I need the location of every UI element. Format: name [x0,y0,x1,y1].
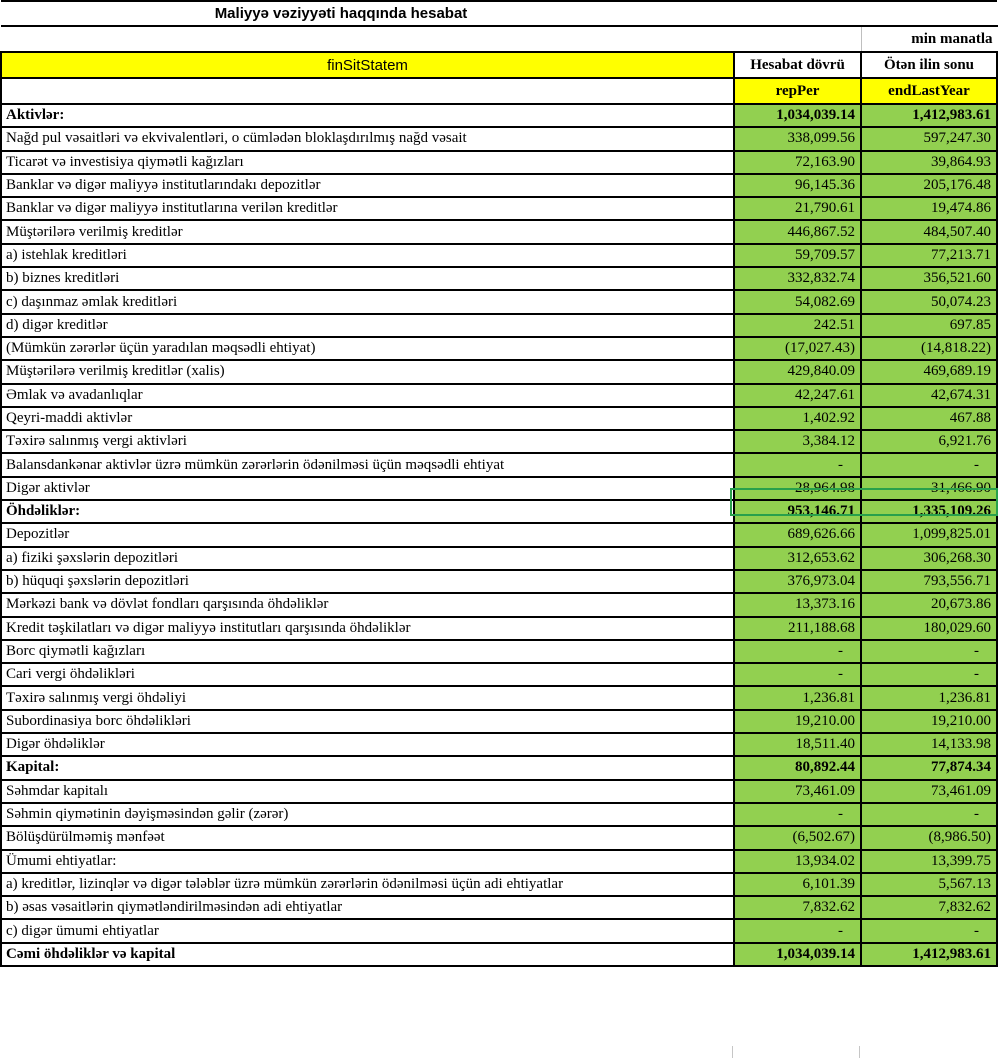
endLastYear-cell[interactable]: 180,029.60 [861,617,997,640]
endLastYear-cell[interactable]: 1,335,109.26 [861,500,997,523]
repPer-cell[interactable]: 21,790.61 [734,197,861,220]
row-label-cell[interactable]: b) hüquqi şəxslərin depozitləri [1,570,734,593]
title-row [1,1,997,26]
header-reporting-period[interactable]: Hesabat dövrü [734,52,861,78]
report-title-cell[interactable] [1,1,997,26]
endLastYear-cell[interactable]: 1,099,825.01 [861,523,997,546]
row-label-cell[interactable]: b) biznes kreditləri [1,267,734,290]
table-body [1,104,997,966]
row-label-cell[interactable]: c) daşınmaz əmlak kreditləri [1,290,734,313]
row-label-cell[interactable]: Əmlak və avadanlıqlar [1,384,734,407]
table-row [1,267,997,290]
endLastYear-cell[interactable]: 205,176.48 [861,174,997,197]
repPer-cell[interactable]: 242.51 [734,314,861,337]
table-row [1,756,997,779]
repPer-cell[interactable]: 338,099.56 [734,127,861,150]
endLastYear-cell[interactable]: 469,689.19 [861,360,997,383]
repPer-cell[interactable]: 72,163.90 [734,151,861,174]
table-row [1,453,997,476]
repPer-cell[interactable]: 42,247.61 [734,384,861,407]
gridline-stub [859,1046,860,1058]
table-row [1,710,997,733]
table-row [1,151,997,174]
repPer-cell[interactable]: 376,973.04 [734,570,861,593]
repPer-cell[interactable]: (17,027.43) [734,337,861,360]
row-label-cell[interactable]: Müştərilərə verilmiş kreditlər (xalis) [1,360,734,383]
table-row [1,826,997,849]
repPer-cell[interactable]: 73,461.09 [734,780,861,803]
table-row [1,523,997,546]
repPer-cell[interactable]: 96,145.36 [734,174,861,197]
table-row [1,104,997,127]
table-row [1,780,997,803]
endLastYear-cell[interactable]: - [861,919,997,942]
gridline-stub [732,1046,733,1058]
unit-note: min manatla [911,30,993,47]
row-label-cell[interactable]: Borc qiymətli kağızları [1,640,734,663]
row-label-cell[interactable]: Qeyri-maddi aktivlər [1,407,734,430]
row-label-cell[interactable]: Kapital: [1,756,734,779]
repPer-cell[interactable]: 13,934.02 [734,850,861,873]
row-label-cell[interactable]: Mərkəzi bank və dövlət fondları qarşısında öhdəliklər [1,593,734,616]
header-row [1,52,997,78]
row-label-cell[interactable]: Cari vergi öhdəlikləri [1,663,734,686]
endLastYear-cell[interactable]: 77,213.71 [861,244,997,267]
repPer-cell[interactable]: 18,511.40 [734,733,861,756]
table-row [1,873,997,896]
row-label-cell[interactable]: Balansdankənar aktivlər üzrə mümkün zərərlərin ödənilməsi üçün məqsədli ehtiyat [1,453,734,476]
repPer-cell[interactable]: - [734,919,861,942]
repPer-cell[interactable]: - [734,663,861,686]
repPer-cell[interactable]: - [734,803,861,826]
repPer-cell[interactable]: 6,101.39 [734,873,861,896]
table-row [1,407,997,430]
endLastYear-cell[interactable]: - [861,640,997,663]
table-row [1,360,997,383]
table-row [1,919,997,942]
repPer-cell[interactable]: 3,384.12 [734,430,861,453]
endLastYear-cell[interactable]: 73,461.09 [861,780,997,803]
header-finSitStatem[interactable]: finSitStatem [1,52,734,78]
repPer-cell[interactable]: 59,709.57 [734,244,861,267]
endLastYear-cell[interactable]: 42,674.31 [861,384,997,407]
repPer-cell[interactable]: 1,236.81 [734,686,861,709]
table-row [1,943,997,966]
row-label-cell[interactable]: Digər öhdəliklər [1,733,734,756]
repPer-cell[interactable]: (6,502.67) [734,826,861,849]
endLastYear-cell[interactable]: 484,507.40 [861,220,997,243]
table-row [1,174,997,197]
subheader-row [1,78,997,104]
header-end-of-last-year[interactable]: Ötən ilin sonu [861,52,997,78]
empty-cell[interactable] [1,26,734,52]
subheader-repPer[interactable]: repPer [734,78,861,104]
table-row [1,593,997,616]
repPer-cell[interactable]: 689,626.66 [734,523,861,546]
endLastYear-cell[interactable]: (14,818.22) [861,337,997,360]
endLastYear-cell[interactable]: 597,247.30 [861,127,997,150]
endLastYear-cell[interactable]: - [861,803,997,826]
row-label-cell[interactable]: Depozitlər [1,523,734,546]
row-label-cell[interactable]: a) fiziki şəxslərin depozitləri [1,547,734,570]
endLastYear-cell[interactable]: 356,521.60 [861,267,997,290]
endLastYear-cell[interactable]: 14,133.98 [861,733,997,756]
row-label-cell[interactable]: Bölüşdürülməmiş mənfəət [1,826,734,849]
endLastYear-cell[interactable]: 793,556.71 [861,570,997,593]
row-label-cell[interactable]: d) digər kreditlər [1,314,734,337]
table-row [1,197,997,220]
row-label-cell[interactable]: c) digər ümumi ehtiyatlar [1,919,734,942]
row-label-cell[interactable]: Öhdəliklər: [1,500,734,523]
row-label-cell[interactable]: Nağd pul vəsaitləri və ekvivalentləri, o cümlədən bloklaşdırılmış nağd vəsait [1,127,734,150]
table-row [1,686,997,709]
endLastYear-cell[interactable]: - [861,663,997,686]
endLastYear-cell[interactable]: 20,673.86 [861,593,997,616]
endLastYear-cell[interactable]: 7,832.62 [861,896,997,919]
endLastYear-cell[interactable]: - [861,453,997,476]
row-label-cell[interactable]: Səhmdar kapitalı [1,780,734,803]
row-label-cell[interactable]: Aktivlər: [1,104,734,127]
table-row [1,570,997,593]
table-row [1,220,997,243]
table-row [1,244,997,267]
table-row [1,547,997,570]
repPer-cell[interactable]: 80,892.44 [734,756,861,779]
repPer-cell[interactable]: 211,188.68 [734,617,861,640]
empty-cell[interactable] [1,78,734,104]
endLastYear-cell[interactable]: 6,921.76 [861,430,997,453]
row-label-cell[interactable]: Səhmin qiymətinin dəyişməsindən gəlir (zərər) [1,803,734,826]
table-row [1,896,997,919]
endLastYear-cell[interactable]: 77,874.34 [861,756,997,779]
endLastYear-cell[interactable]: 306,268.30 [861,547,997,570]
empty-cell[interactable] [734,26,861,52]
endLastYear-cell[interactable]: 19,210.00 [861,710,997,733]
endLastYear-cell[interactable]: 19,474.86 [861,197,997,220]
row-label-cell[interactable]: b) əsas vəsaitlərin qiymətləndirilməsindən adi ehtiyatlar [1,896,734,919]
row-label-cell[interactable]: Subordinasiya borc öhdəlikləri [1,710,734,733]
repPer-cell[interactable]: - [734,640,861,663]
row-label-cell[interactable]: (Mümkün zərərlər üçün yaradılan məqsədli ehtiyat) [1,337,734,360]
row-label-cell[interactable]: a) istehlak kreditləri [1,244,734,267]
endLastYear-cell[interactable]: (8,986.50) [861,826,997,849]
table-row [1,733,997,756]
repPer-cell[interactable]: 953,146.71 [734,500,861,523]
repPer-cell[interactable]: 332,832.74 [734,267,861,290]
row-label-cell[interactable]: Ümumi ehtiyatlar: [1,850,734,873]
repPer-cell[interactable]: 1,034,039.14 [734,943,861,966]
table-row [1,337,997,360]
endLastYear-cell[interactable]: 1,412,983.61 [861,104,997,127]
repPer-cell[interactable]: - [734,453,861,476]
repPer-cell[interactable]: 19,210.00 [734,710,861,733]
repPer-cell[interactable]: 54,082.69 [734,290,861,313]
repPer-cell[interactable]: 13,373.16 [734,593,861,616]
repPer-cell[interactable]: 28,964.98 [734,477,861,500]
table-row [1,640,997,663]
endLastYear-cell[interactable]: 50,074.23 [861,290,997,313]
row-label-cell[interactable]: Banklar və digər maliyyə institutlarına verilən kreditlər [1,197,734,220]
table-row [1,803,997,826]
table-row [1,314,997,337]
repPer-cell[interactable]: 312,653.62 [734,547,861,570]
repPer-cell[interactable]: 446,867.52 [734,220,861,243]
repPer-cell[interactable]: 1,034,039.14 [734,104,861,127]
table-row [1,617,997,640]
endLastYear-cell[interactable]: 467.88 [861,407,997,430]
table-row [1,430,997,453]
table-row [1,500,997,523]
row-label-cell[interactable]: Müştərilərə verilmiş kreditlər [1,220,734,243]
repPer-cell[interactable]: 429,840.09 [734,360,861,383]
endLastYear-cell[interactable]: 13,399.75 [861,850,997,873]
table-row [1,663,997,686]
table-row [1,850,997,873]
table-row [1,290,997,313]
page-title: Maliyyə vəziyyəti haqqında hesabat [214,5,468,22]
endLastYear-cell[interactable]: 1,412,983.61 [861,943,997,966]
row-label-cell[interactable]: Təxirə salınmış vergi aktivləri [1,430,734,453]
endLastYear-cell[interactable]: 1,236.81 [861,686,997,709]
endLastYear-cell[interactable]: 39,864.93 [861,151,997,174]
table-row [1,477,997,500]
row-label-cell[interactable]: Digər aktivlər [1,477,734,500]
row-label-cell[interactable]: a) kreditlər, lizinqlər və digər tələblər üzrə mümkün zərərlərin ödənilməsi üçün adi ehtiyatlar [1,873,734,896]
unit-note-row [1,26,997,52]
row-label-cell[interactable]: Ticarət və investisiya qiymətli kağızları [1,151,734,174]
row-label-cell[interactable]: Banklar və digər maliyyə institutlarındakı depozitlər [1,174,734,197]
repPer-cell[interactable]: 1,402.92 [734,407,861,430]
repPer-cell[interactable]: 7,832.62 [734,896,861,919]
row-label-cell[interactable]: Kredit təşkilatları və digər maliyyə institutları qarşısında öhdəliklər [1,617,734,640]
row-label-cell[interactable]: Təxirə salınmış vergi öhdəliyi [1,686,734,709]
endLastYear-cell[interactable]: 31,466.90 [861,477,997,500]
endLastYear-cell[interactable]: 697.85 [861,314,997,337]
subheader-endLastYear[interactable]: endLastYear [861,78,997,104]
table-row [1,384,997,407]
endLastYear-cell[interactable]: 5,567.13 [861,873,997,896]
table-row [1,127,997,150]
row-label-cell[interactable]: Cəmi öhdəliklər və kapital [1,943,734,966]
